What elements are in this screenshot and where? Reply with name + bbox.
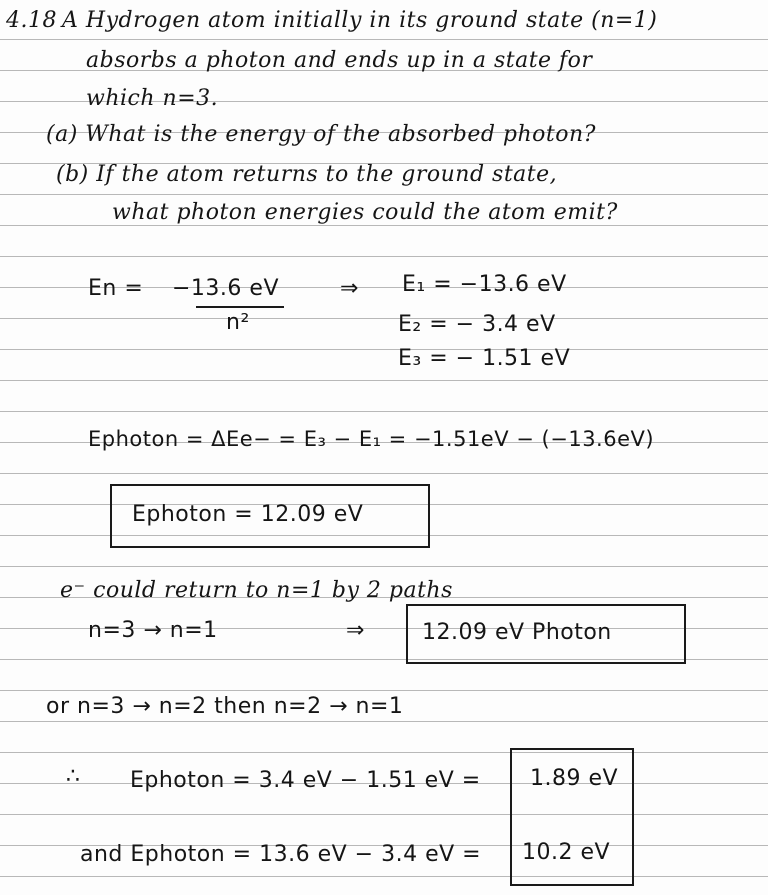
emission-calc-1: Ephoton = 3.4 eV − 1.51 eV = <box>130 768 481 793</box>
formula-lhs: En = <box>88 276 144 301</box>
energy-level-1: E₁ = −13.6 eV <box>402 272 567 297</box>
problem-line-3: which n=3. <box>86 86 219 111</box>
formula-denominator: n² <box>226 310 250 335</box>
photon-energy-expression: Ephoton = ΔEe− = E₃ − E₁ = −1.51eV − (−13.6eV) <box>88 427 655 451</box>
path-1: n=3 → n=1 <box>88 618 218 643</box>
therefore-symbol: ∴ <box>66 764 81 789</box>
path-2: or n=3 → n=2 then n=2 → n=1 <box>46 694 404 719</box>
emission-calc-2: and Ephoton = 13.6 eV − 3.4 eV = <box>80 842 482 867</box>
problem-part-b-line-2: what photon energies could the atom emit? <box>112 200 618 225</box>
emission-result-2: 10.2 eV <box>522 840 611 865</box>
energy-level-3: E₃ = − 1.51 eV <box>398 346 571 371</box>
formula-numerator: −13.6 eV <box>172 276 279 301</box>
problem-line-2: absorbs a photon and ends up in a state for <box>86 48 593 73</box>
photon-energy-result: Ephoton = 12.09 eV <box>132 502 364 527</box>
problem-part-a: (a) What is the energy of the absorbed photon? <box>46 122 596 147</box>
path-1-arrow: ⇒ <box>346 618 365 643</box>
energy-level-2: E₂ = − 3.4 eV <box>398 312 556 337</box>
problem-number: 4.18 <box>6 8 57 33</box>
emission-result-1: 1.89 eV <box>530 766 619 791</box>
problem-part-b-line-1: (b) If the atom returns to the ground state, <box>56 162 558 187</box>
fraction-bar <box>196 306 284 308</box>
problem-line-1: A Hydrogen atom initially in its ground state (n=1) <box>62 8 658 33</box>
path-1-result: 12.09 eV Photon <box>422 620 612 645</box>
paths-intro: e⁻ could return to n=1 by 2 paths <box>60 578 453 603</box>
implies-arrow: ⇒ <box>340 276 359 301</box>
